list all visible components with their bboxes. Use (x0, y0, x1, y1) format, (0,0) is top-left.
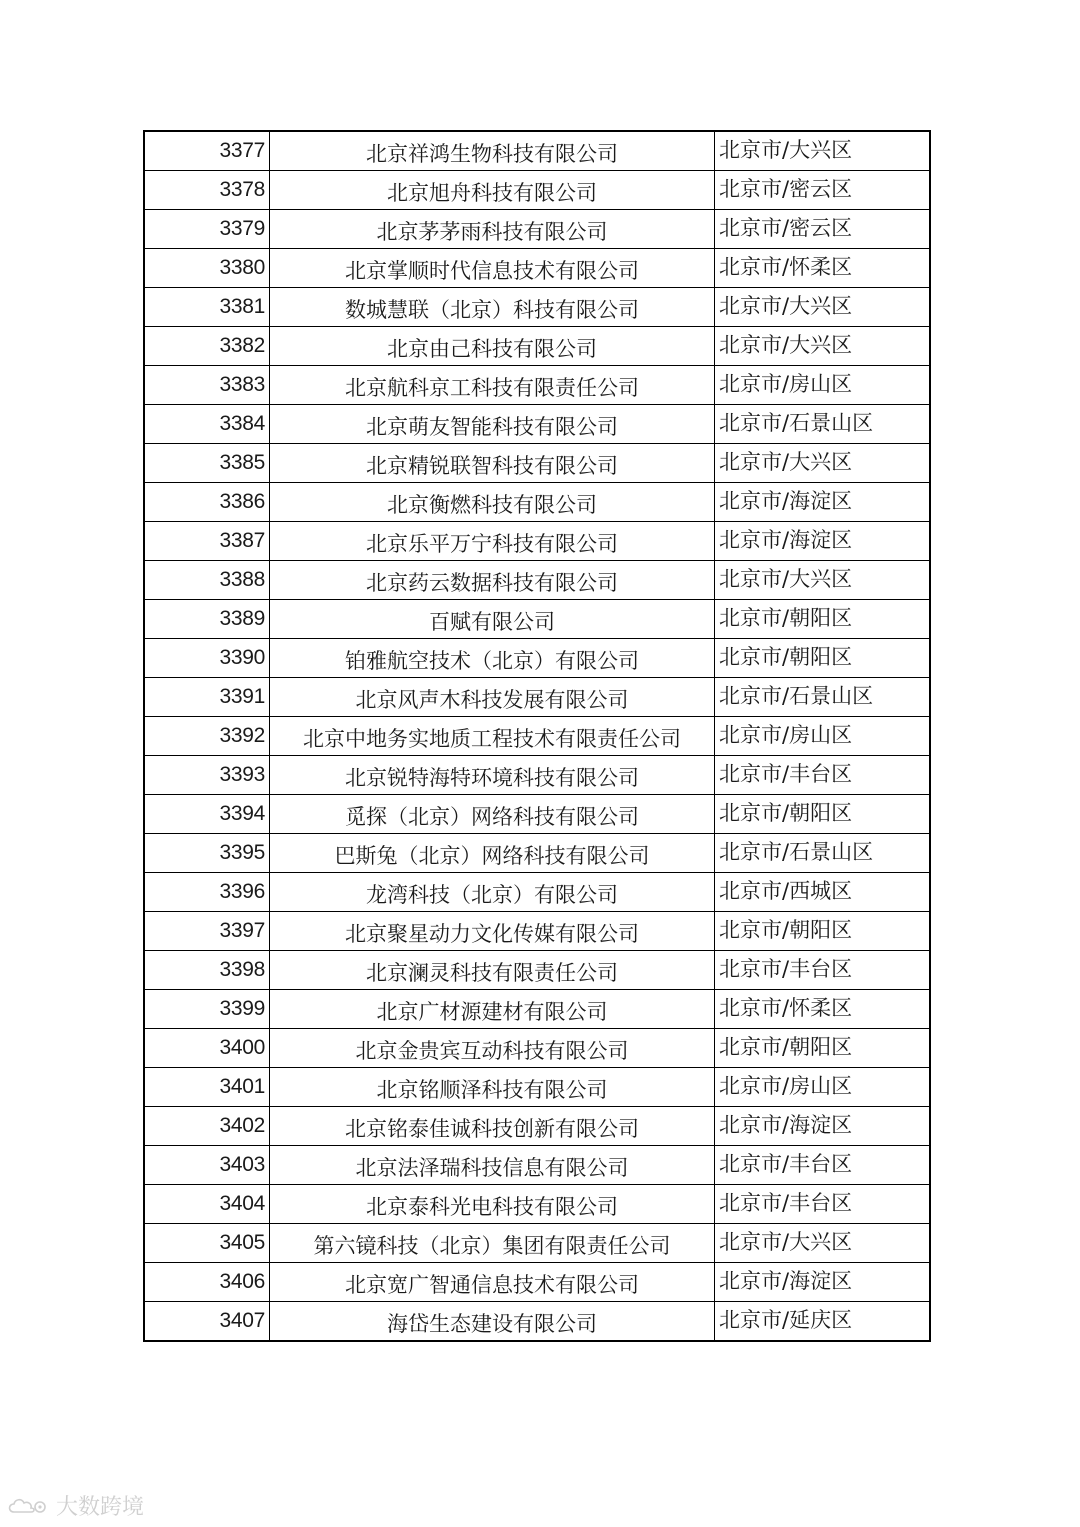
row-number: 3388 (144, 561, 270, 600)
company-location: 北京市/大兴区 (715, 444, 931, 483)
company-name: 数城慧联（北京）科技有限公司 (270, 288, 715, 327)
company-name: 北京法泽瑞科技信息有限公司 (270, 1146, 715, 1185)
table-row (144, 1146, 930, 1185)
table-row (144, 951, 930, 990)
company-name: 觅探（北京）网络科技有限公司 (270, 795, 715, 834)
row-number: 3389 (144, 600, 270, 639)
company-location: 北京市/丰台区 (715, 951, 931, 990)
table-row (144, 639, 930, 678)
table-row (144, 131, 930, 171)
row-number: 3407 (144, 1302, 270, 1342)
company-name: 北京茅茅雨科技有限公司 (270, 210, 715, 249)
company-name: 北京掌顺时代信息技术有限公司 (270, 249, 715, 288)
company-name: 北京由己科技有限公司 (270, 327, 715, 366)
watermark (6, 1490, 144, 1521)
company-table-body (144, 131, 930, 1341)
company-name: 巴斯兔（北京）网络科技有限公司 (270, 834, 715, 873)
row-number: 3402 (144, 1107, 270, 1146)
company-location: 北京市/密云区 (715, 171, 931, 210)
table-row (144, 990, 930, 1029)
row-number: 3392 (144, 717, 270, 756)
table-row (144, 678, 930, 717)
company-name: 北京泰科光电科技有限公司 (270, 1185, 715, 1224)
company-location: 北京市/海淀区 (715, 1263, 931, 1302)
row-number: 3404 (144, 1185, 270, 1224)
table-row (144, 834, 930, 873)
company-location: 北京市/丰台区 (715, 756, 931, 795)
company-location: 北京市/海淀区 (715, 1107, 931, 1146)
row-number: 3377 (144, 131, 270, 171)
company-location: 北京市/石景山区 (715, 405, 931, 444)
table-row (144, 366, 930, 405)
table-row (144, 210, 930, 249)
company-location: 北京市/石景山区 (715, 678, 931, 717)
company-location: 北京市/丰台区 (715, 1146, 931, 1185)
row-number: 3396 (144, 873, 270, 912)
row-number: 3382 (144, 327, 270, 366)
company-location: 北京市/房山区 (715, 717, 931, 756)
company-location: 北京市/石景山区 (715, 834, 931, 873)
table-row (144, 171, 930, 210)
table-row (144, 795, 930, 834)
company-name: 龙湾科技（北京）有限公司 (270, 873, 715, 912)
company-name: 北京金贵宾互动科技有限公司 (270, 1029, 715, 1068)
company-location: 北京市/大兴区 (715, 561, 931, 600)
row-number: 3384 (144, 405, 270, 444)
company-name: 北京锐特海特环境科技有限公司 (270, 756, 715, 795)
company-name: 北京广材源建材有限公司 (270, 990, 715, 1029)
row-number: 3391 (144, 678, 270, 717)
row-number: 3379 (144, 210, 270, 249)
company-location: 北京市/大兴区 (715, 1224, 931, 1263)
table-row (144, 912, 930, 951)
company-name: 北京衡燃科技有限公司 (270, 483, 715, 522)
company-location: 北京市/房山区 (715, 1068, 931, 1107)
company-name: 北京乐平万宁科技有限公司 (270, 522, 715, 561)
row-number: 3405 (144, 1224, 270, 1263)
table-row (144, 756, 930, 795)
row-number: 3383 (144, 366, 270, 405)
table-row (144, 1029, 930, 1068)
row-number: 3400 (144, 1029, 270, 1068)
company-location: 北京市/大兴区 (715, 288, 931, 327)
row-number: 3380 (144, 249, 270, 288)
company-location: 北京市/怀柔区 (715, 249, 931, 288)
row-number: 3386 (144, 483, 270, 522)
company-location: 北京市/朝阳区 (715, 600, 931, 639)
row-number: 3387 (144, 522, 270, 561)
table-row (144, 873, 930, 912)
row-number: 3395 (144, 834, 270, 873)
company-location: 北京市/海淀区 (715, 483, 931, 522)
company-location: 北京市/大兴区 (715, 131, 931, 171)
table-row (144, 1107, 930, 1146)
cloud-logo-icon (6, 1495, 50, 1517)
company-name: 北京聚星动力文化传媒有限公司 (270, 912, 715, 951)
table-row (144, 1224, 930, 1263)
company-location: 北京市/怀柔区 (715, 990, 931, 1029)
company-name: 北京铭顺泽科技有限公司 (270, 1068, 715, 1107)
table-row (144, 327, 930, 366)
row-number: 3398 (144, 951, 270, 990)
watermark-text: 大数跨境 (56, 1495, 145, 1520)
table-row (144, 1185, 930, 1224)
table-row (144, 444, 930, 483)
company-name: 北京铭泰佳诚科技创新有限公司 (270, 1107, 715, 1146)
company-location: 北京市/大兴区 (715, 327, 931, 366)
company-location: 北京市/延庆区 (715, 1302, 931, 1342)
row-number: 3401 (144, 1068, 270, 1107)
company-name: 北京精锐联智科技有限公司 (270, 444, 715, 483)
company-name: 北京宽广智通信息技术有限公司 (270, 1263, 715, 1302)
row-number: 3390 (144, 639, 270, 678)
company-name: 北京萌友智能科技有限公司 (270, 405, 715, 444)
row-number: 3403 (144, 1146, 270, 1185)
row-number: 3385 (144, 444, 270, 483)
company-name: 第六镜科技（北京）集团有限责任公司 (270, 1224, 715, 1263)
table-row (144, 288, 930, 327)
company-location: 北京市/房山区 (715, 366, 931, 405)
row-number: 3394 (144, 795, 270, 834)
table-row (144, 1068, 930, 1107)
company-name: 北京澜灵科技有限责任公司 (270, 951, 715, 990)
table-row (144, 561, 930, 600)
row-number: 3378 (144, 171, 270, 210)
company-table (143, 130, 931, 1342)
row-number: 3397 (144, 912, 270, 951)
company-location: 北京市/丰台区 (715, 1185, 931, 1224)
row-number: 3381 (144, 288, 270, 327)
row-number: 3406 (144, 1263, 270, 1302)
company-name: 铂雅航空技术（北京）有限公司 (270, 639, 715, 678)
company-name: 百赋有限公司 (270, 600, 715, 639)
company-location: 北京市/密云区 (715, 210, 931, 249)
company-location: 北京市/朝阳区 (715, 795, 931, 834)
table-row (144, 1263, 930, 1302)
company-name: 北京药云数据科技有限公司 (270, 561, 715, 600)
company-name: 北京祥鸿生物科技有限公司 (270, 131, 715, 171)
company-name: 北京中地务实地质工程技术有限责任公司 (270, 717, 715, 756)
table-row (144, 249, 930, 288)
table-row (144, 600, 930, 639)
table-row (144, 522, 930, 561)
company-name: 北京旭舟科技有限公司 (270, 171, 715, 210)
table-row (144, 405, 930, 444)
company-location: 北京市/海淀区 (715, 522, 931, 561)
table-row (144, 717, 930, 756)
company-name: 北京风声木科技发展有限公司 (270, 678, 715, 717)
table-row (144, 483, 930, 522)
company-location: 北京市/朝阳区 (715, 639, 931, 678)
company-name: 北京航科京工科技有限责任公司 (270, 366, 715, 405)
company-location: 北京市/朝阳区 (715, 1029, 931, 1068)
company-location: 北京市/西城区 (715, 873, 931, 912)
row-number: 3393 (144, 756, 270, 795)
company-name: 海岱生态建设有限公司 (270, 1302, 715, 1342)
company-location: 北京市/朝阳区 (715, 912, 931, 951)
row-number: 3399 (144, 990, 270, 1029)
table-row (144, 1302, 930, 1342)
